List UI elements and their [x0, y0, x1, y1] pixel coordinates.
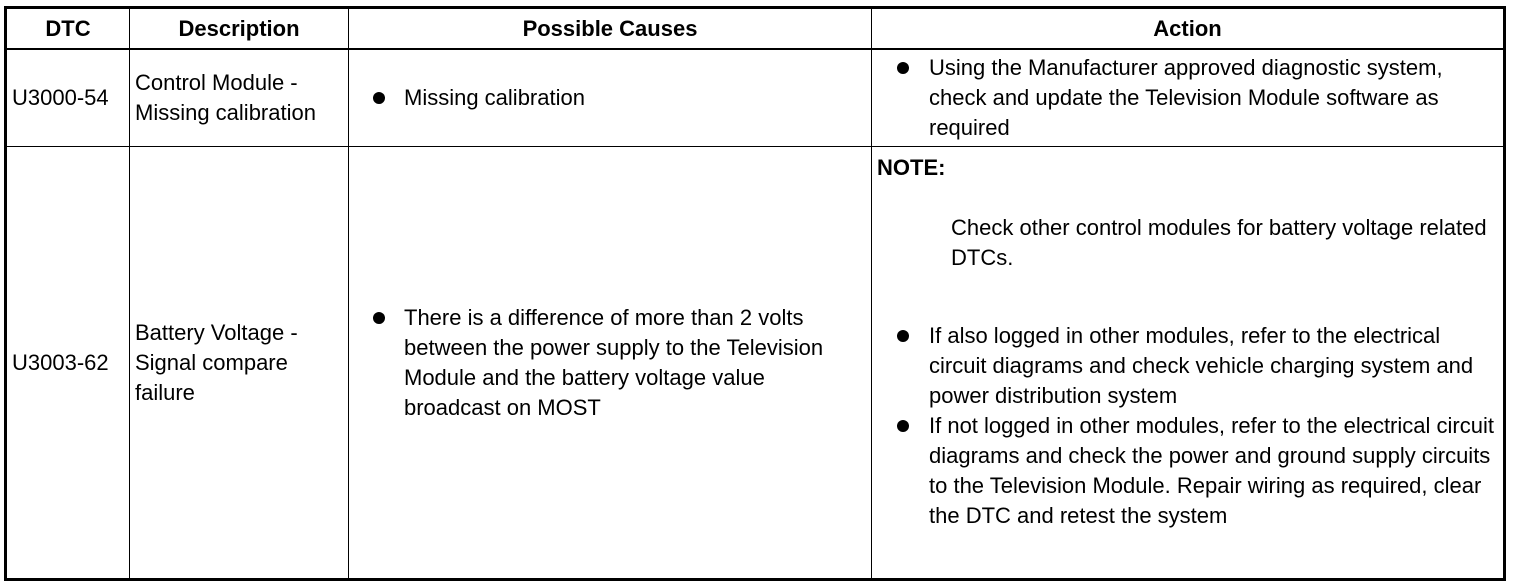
note-text: Check other control modules for battery voltage related DTCs. [951, 215, 1487, 270]
dtc-code-cell: U3003-62 [6, 147, 130, 580]
bullet-icon [897, 420, 909, 432]
header-action: Action [872, 8, 1505, 50]
description-cell: Control Module - Missing calibration [130, 49, 349, 147]
action-text: If not logged in other modules, refer to the electrical circuit diagrams and check the power and ground supply circuits to the Television Module. Repair wiring as required, clear the DTC and retest the system [929, 413, 1494, 528]
bullet-icon [373, 312, 385, 324]
note-label: NOTE: [877, 155, 946, 180]
action-cell [872, 49, 1505, 147]
possible-causes-cell [349, 147, 872, 580]
description-cell: Battery Voltage - Signal compare failure [130, 147, 349, 580]
action-text: If also logged in other modules, refer to the electrical circuit diagrams and check vehicle charging system and power distribution system [929, 323, 1474, 408]
list-item [877, 321, 1498, 411]
causes-list [354, 83, 866, 113]
table-header-row [6, 8, 1505, 50]
header-dtc: DTC [6, 8, 130, 50]
bullet-icon [373, 92, 385, 104]
header-possible-causes: Possible Causes [349, 8, 872, 50]
table-row [6, 49, 1505, 147]
causes-list [354, 303, 866, 423]
actions-list [877, 321, 1498, 531]
action-cell [872, 147, 1505, 580]
list-item [877, 411, 1498, 531]
bullet-icon [897, 62, 909, 74]
cause-text: There is a difference of more than 2 volts between the power supply to the Television Module and the battery voltage value broadcast on MOST [404, 304, 824, 420]
action-text: Using the Manufacturer approved diagnostic system, check and update the Television Module software as required [929, 55, 1443, 140]
table-row [6, 147, 1505, 580]
header-description: Description [130, 8, 349, 50]
list-item [354, 303, 866, 423]
list-item [354, 83, 866, 113]
bullet-icon [897, 330, 909, 342]
possible-causes-cell [349, 49, 872, 147]
cause-text: Missing calibration [404, 85, 585, 110]
dtc-table [4, 6, 1506, 581]
actions-list [877, 53, 1498, 143]
list-item [877, 53, 1498, 143]
dtc-code-cell: U3000-54 [6, 49, 130, 147]
